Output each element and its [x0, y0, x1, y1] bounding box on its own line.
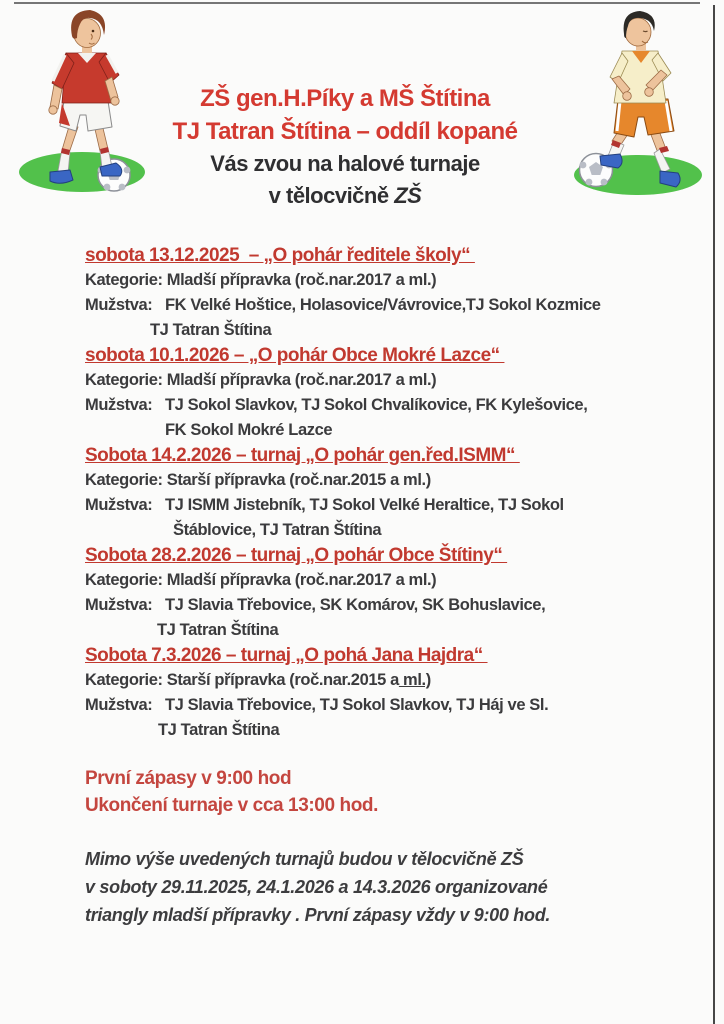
tournament-teams-line2: TJ Tatran Štítina: [157, 621, 279, 639]
tournament-block: [85, 443, 710, 543]
tournament-date-heading: sobota 10.1.2026 – „O pohár Obce Mokré Lazce“: [85, 345, 505, 366]
note-line-2: v soboty 29.11.2025, 24.1.2026 a 14.3.2026 organizované: [85, 877, 548, 897]
title-line-2: TJ Tatran Štítina – oddíl kopané: [172, 118, 518, 145]
scan-edge-right: [713, 5, 715, 1024]
tournament-teams-line2: FK Sokol Mokré Lazce: [165, 421, 333, 439]
scan-edge-top: [14, 2, 700, 4]
tournament-teams-line1: Mužstva: TJ Slavia Třebovice, TJ Sokol Slavkov, TJ Háj ve Sl.: [85, 696, 549, 714]
category-underlined-part: ml.): [398, 671, 431, 689]
header: [85, 82, 605, 212]
tournament-date-heading: Sobota 28.2.2026 – turnaj „O pohár Obce Štítiny“: [85, 545, 508, 566]
subtitle-line-1: Vás zvou na halové turnaje: [210, 151, 480, 176]
tournament-category: Kategorie: Starší přípravka (roč.nar.2015 a ml.): [85, 671, 431, 689]
tournament-category: Kategorie: Starší přípravka (roč.nar.2015 a ml.): [85, 471, 431, 489]
tournament-teams-line1: Mužstva: TJ Slavia Třebovice, SK Komárov, SK Bohuslavice,: [85, 596, 546, 614]
tournament-category: Kategorie: Mladší přípravka (roč.nar.2017 a ml.): [85, 271, 437, 289]
tournament-teams-line1: Mužstva: FK Velké Hoštice, Holasovice/Vávrovice,TJ Sokol Kozmice: [85, 296, 601, 314]
schedule-start-time: První zápasy v 9:00 hod: [85, 768, 292, 789]
note-line-3: triangly mladší přípravky . První zápasy vždy v 9:00 hod.: [85, 905, 551, 925]
subtitle-line-2-text: v tělocvičně: [268, 183, 395, 208]
tournament-block: [85, 643, 710, 743]
tournament-teams-line2: TJ Tatran Štítina: [150, 321, 272, 339]
tournament-date-heading: sobota 13.12.2025 – „O pohár ředitele školy“: [85, 245, 475, 266]
tournament-date-heading: Sobota 14.2.2026 – turnaj „O pohár gen.řed.ISMM“: [85, 445, 520, 466]
schedule-end-time: Ukončení turnaje v cca 13:00 hod.: [85, 795, 379, 816]
title-line-1: ZŠ gen.H.Píky a MŠ Štítina: [200, 85, 490, 112]
tournament-teams-line2: TJ Tatran Štítina: [158, 721, 280, 739]
subtitle-line-2-italic: ZŠ: [394, 183, 422, 208]
tournament-block: [85, 343, 710, 443]
note-line-1: Mimo výše uvedených turnajů budou v tělocvičně ZŠ: [85, 849, 524, 869]
tournament-teams-line1: Mužstva: TJ Sokol Slavkov, TJ Sokol Chvalíkovice, FK Kylešovice,: [85, 396, 588, 414]
tournament-block: [85, 543, 710, 643]
tournament-category: Kategorie: Mladší přípravka (roč.nar.2017 a ml.): [85, 571, 437, 589]
tournament-category: Kategorie: Mladší přípravka (roč.nar.2017 a ml.): [85, 371, 437, 389]
main-content: [85, 243, 710, 929]
tournament-teams-line1: Mužstva: TJ ISMM Jistebník, TJ Sokol Velké Heraltice, TJ Sokol: [85, 496, 564, 514]
tournament-date-heading: Sobota 7.3.2026 – turnaj „O pohá Jana Hajdra“: [85, 645, 488, 666]
subtitle-line-2: [85, 180, 605, 212]
tournament-teams-line2: Štáblovice, TJ Tatran Štítina: [173, 521, 382, 539]
tournaments: [85, 243, 710, 743]
tournament-block: [85, 243, 710, 343]
